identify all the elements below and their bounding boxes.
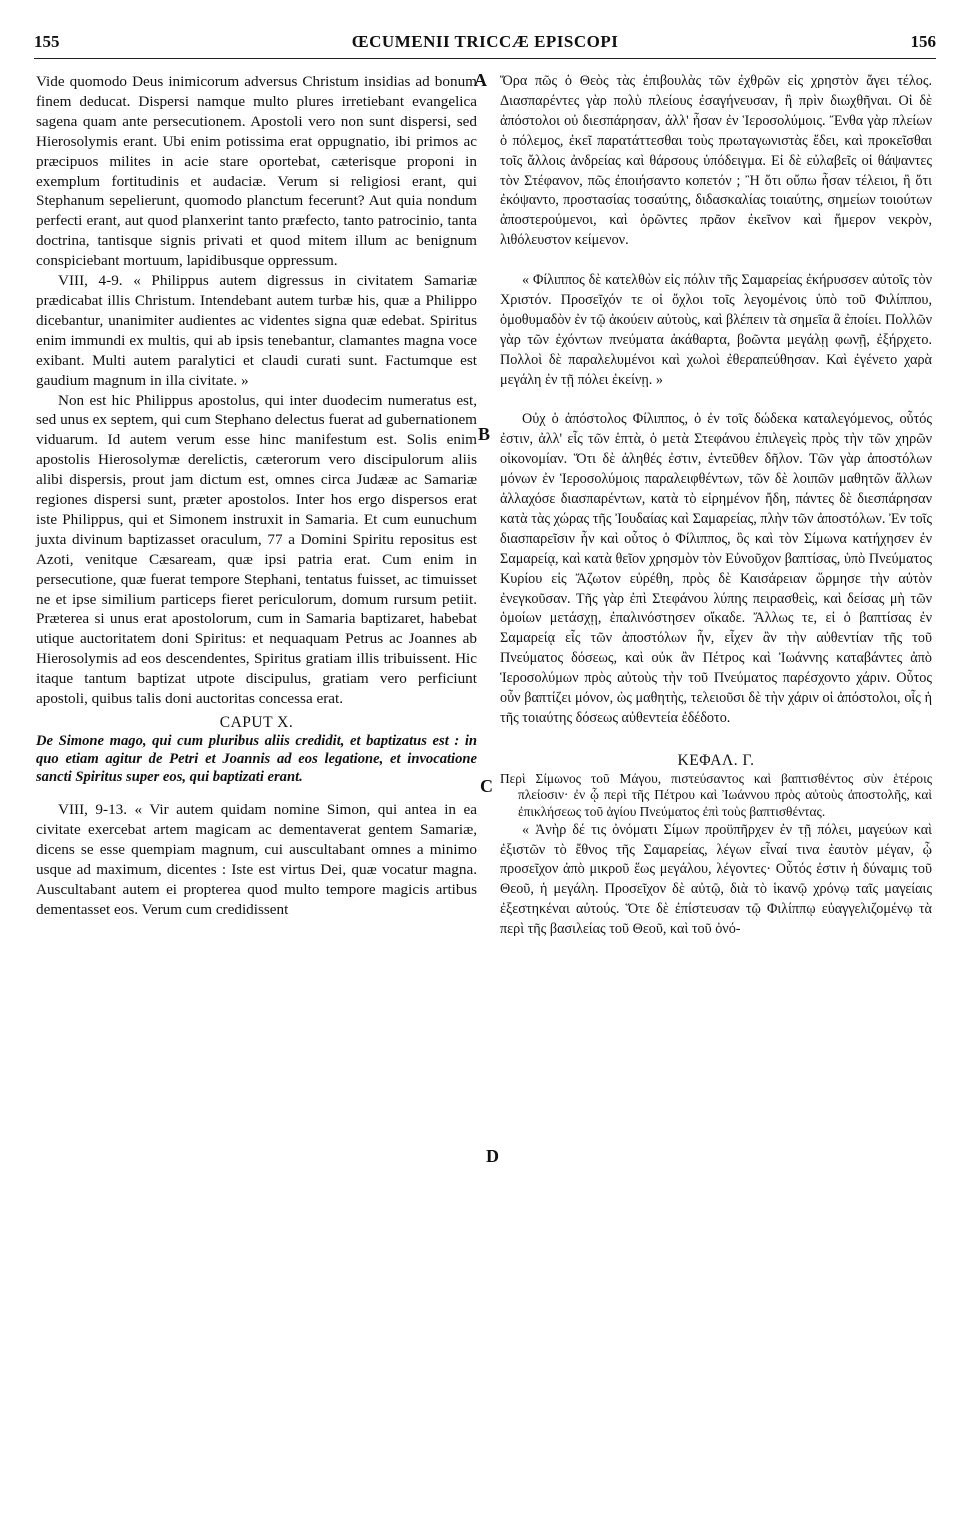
running-title: ŒCUMENII TRICCÆ EPISCOPI [351,32,619,51]
page-number-left: 155 [34,32,60,51]
margin-marker-c: C [480,776,493,796]
latin-chapter-heading: CAPUT X. [219,714,294,731]
latin-paragraph-1: Vide quomodo Deus inimicorum adversus Christum insidias ad bonum finem deducat. Dispersi namque multo plures irretiebant evangelica sagena quam ante persecutionem. Apostoli vero non sunt dispersi, sed Hierosolymis erant. Ubi enim potissima erat oppugnatio, ibi primos ac præcipuos milites in acie stare oportebat, cæterisque proponi in exemplum fortitudinis et audaciæ. Verum si religiosi erant, qui Stephanum sepelierunt, quomodo planctum fecerunt? Aut quia nondum perfecti erant, aut quod planxerint tanto præfecto, tanto patrocinio, tanta doctrina, tantisque signis privati et quod mitem illum ac benignum conspiciebant mortuum, lapidibusque oppressum. [36,73,477,270]
greek-chapter-heading: ΚΕΦΑΛ. Γ. [677,751,755,769]
margin-marker-a: A [474,70,487,90]
greek-column [500,72,932,940]
running-header [34,32,936,59]
greek-paragraph-4: « Ἀνὴρ δέ τις ὀνόματι Σίμων προϋπῆρχεν ἐν τῇ πόλει, μαγεύων καὶ ἐξιστῶν τὸ ἔθνος τῆς Σαμαρείας, λέγων εἶναί τινα ἑαυτὸν μέγαν, ᾧ προσεῖχον ἀπὸ μικροῦ ἕως μεγάλου, λέγοντες· Οὗτός ἐστιν ἡ δύναμις τοῦ Θεοῦ, ἡ μεγάλη. Προσεῖχον δὲ αὐτῷ, διὰ τὸ ἱκανῷ χρόνῳ ταῖς μαγείαις ἐξεστηκέναι αὐτούς. Ὅτε δὲ ἐπίστευσαν τῷ Φιλίππῳ εὐαγγελιζομένῳ τὰ περὶ τῆς βασιλείας τοῦ Θεοῦ, καὶ τοῦ ὀνό- [500,821,932,938]
margin-marker-b: B [478,424,491,444]
margin-marker-d: D [486,1146,499,1166]
greek-paragraph-2: « Φίλιππος δὲ κατελθὼν εἰς πόλιν τῆς Σαμαρείας ἐκήρυσσεν αὐτοῖς τὸν Χριστόν. Προσεῖχόν τε οἱ ὄχλοι τοῖς λεγομένοις ὑπὸ τοῦ Φιλίππου, ὁμοθυμαδὸν ἐν τῷ ἀκούειν αὐτοὺς, καὶ βλέπειν τὰ σημεῖα ἃ ἐποίει. Πολλῶν γὰρ τῶν ἐχόντων πνεύματα ἀκάθαρτα, βοῶντα μεγάλῃ φωνῇ, ἐξήρχετο. Πολλοὶ δὲ παραλελυμένοι καὶ χωλοὶ ἐθεραπεύθησαν. Καὶ ἐγένετο χαρὰ μεγάλη ἐν τῇ πόλει ἐκείνῃ. » [500,272,932,388]
latin-column [36,72,477,920]
greek-chapter-summary: Περὶ Σίμωνος τοῦ Μάγου, πιστεύσαντος καὶ βαπτισθέντος σὺν ἑτέροις πλείοσιν· ἐν ᾧ περὶ τῆς Πέτρου καὶ Ἰωάννου πρὸς αὐτοὺς ἀποστολῆς, καὶ ἐπικλήσεως τοῦ ἁγίου Πνεύματος ἐπὶ τοὺς βαπτισθέντας. [500,770,932,820]
latin-paragraph-4: VIII, 9-13. « Vir autem quidam nomine Simon, qui antea in ea civitate exercebat artem magicam ac dementaverat gentem Samariæ, dicens se esse quempiam magnum, cui auscultabant omnes a minimo usque ad maximum, dicentes : Iste est virtus Dei, quæ vocatur magna. Auscultabant autem ei propterea quod multo tempore magicis artibus dementasset eos. Verum cum credidissent [36,801,477,918]
greek-paragraph-3: Οὐχ ὁ ἀπόστολος Φίλιππος, ὁ ἐν τοῖς δώδεκα καταλεγόμενος, οὗτός ἐστιν, ἀλλ' εἷς τῶν ἑπτὰ, ὁ μετὰ Στεφάνου ἐπιλεγεὶς πρὸς τὴν τῶν χηρῶν οἰκονομίαν. Ὅτι δὲ ἀληθές ἐστιν, ἐντεῦθεν δῆλον. Τῶν γὰρ ἀποστόλων μόνων ἐν Ἱεροσολύμοις παραλειφθέντων, τῶν δὲ λοιπῶν μαθητῶν ἄλλων ἀλλαχόσε διασπαρέντων, κατὰ τὸ εἰρημένον ἤδη, πάντες δὲ διεσπάρησαν κατὰ τὰς χώρας τῆς Ἰουδαίας καὶ Σαμαρείας, πλὴν τῶν ἀποστόλων. Ἐν τοῖς διασπαρεῖσιν ἦν καὶ οὗτος ὁ Φίλιππος, ὃς καὶ τὸν Σίμωνα κατήχησεν ἐν Σαμαρείᾳ, καὶ κατὰ θεῖον χρησμὸν τὸν Εὐνοῦχον βαπτίσας, ὑπὸ Πνεύματος Κυρίου εἰς Ἄζωτον εὑρέθη, πρὸς δὲ Καισάρειαν ὥρμησε τὴν αὐτὸν ἐνεγκοῦσαν. Τῆς γὰρ ἐπὶ Στεφάνου λύπης πειρασθεὶς, καὶ δείσας μὴ τῶν ὁμοίων μετάσχῃ, ἐπαλινόστησεν οἴκαδε. Ἄλλως τε, εἰ ὁ βαπτίσας ἐν Σαμαρείᾳ εἷς τῶν ἀποστόλων ἦν, εἶχεν ἂν τὴν αὐθεντίαν τῆς τοῦ Πνεύματος δόσεως, καὶ οὐκ ἂν Πέτρος καὶ Ἰωάννης καταβάντες ἀπὸ Ἱεροσολύμων πρὸς αὐτοὺς τὴν τοῦ Πνεύματος παρέσχοντο χάριν. Οὗτος οὖν βαπτίζει μόνον, ὡς μαθητὴς, τελειοῦσι δὲ τὴν χάριν οἱ ἀπόστολοι, οἷς ἡ τῆς τοιαύτης δόσεως αὐθεντεία ἐδέδοτο. [500,411,932,726]
greek-paragraph-1: Ὅρα πῶς ὁ Θεὸς τὰς ἐπιβουλὰς τῶν ἐχθρῶν εἰς χρηστὸν ἄγει τέλος. Διασπαρέντες γὰρ πολὺ πλείους ἐσαγήνευσαν, ἢ πρὶν διωχθῆναι. Οἱ δὲ ἀπόστολοι οὐ διεσπάρησαν, ἀλλ' ἦσαν ἐν Ἱεροσολύμοις. Ἔνθα γὰρ πλείων ὁ πόλεμος, ἐκεῖ παρατάττεσθαι τοὺς πρωταγωνιστὰς ἔδει, καὶ προκεῖσθαι τοῖς ἄλλοις ἀνδρείας καὶ θάρσους ὑπόδειγμα. Εἰ δὲ εὐλαβεῖς οἱ θάψαντες τὸν Στέφανον, πῶς ἐποιήσαντο κοπετόν ; Ἢ ὅτι οὔπω ἦσαν τέλειοι, ἢ ὅτι ἐκόψαντο, προστασίας τοσαύτης, διδασκαλίας τοιαύτης, σημείων τοιούτων ἀποστερούμενοι, καὶ ὁρῶντες πρᾶον ἐκεῖνον καὶ ἥμερον νεκρὸν, λιθόλευστον κείμενον. [500,73,932,249]
latin-chapter-summary: De Simone mago, qui cum pluribus aliis credidit, et baptizatus est : in quo etiam agitur de Petri et Joannis ad eos legatione, et invocatione sancti Spiritus super eos, qui baptizati erant. [36,733,477,785]
page-number-right: 156 [910,32,936,51]
latin-paragraph-2: VIII, 4-9. « Philippus autem digressus in civitatem Samariæ prædicabat illis Christum. Intendebant autem turbæ his, quæ a Philippo dicebantur, unanimiter audientes ac videntes signa quæ edebat. Spiritus enim immundi ex multis, qui ab ipsis tenebantur, clamantes magna voce exibant. Multi autem paralytici et claudi curati sunt. Factumque est gaudium magnum in illa civitate. » [36,272,477,389]
latin-paragraph-3: Non est hic Philippus apostolus, qui inter duodecim numeratus est, sed unus ex septem, qui cum Stephano delectus fuerat ad gubernationem viduarum. Id autem verum esse hinc manifestum est. Solis enim apostolis Hierosolymæ derelictis, cæterorum vero discipulorum aliis alibi dispersis, prout jam dictum est, omnes circa Judææ ac Samariæ regiones dispersi sunt, præter apostolos. Inter hos ergo dispersos erat iste Philippus, qui et Simonem instruxit in Samaria. Et cum eunuchum juxta divinum baptizasset oraculum, 77 a Domini Spiritu repositus est Azoti, venitque Cæsaream, quæ ipsi patria erat. Cum enim in persecutione, quæ fuerat tempore Stephani, tentatus fuisset, ac timuisset ne et ipse similium particeps fieret periculorum, domum rursum petiit. Præterea si unus erat apostolorum, cum in Samaria baptizaret, habebat utique auctoritatem doni Spiritus: et nequaquam Petrus ac Joannes ab Hierosolymis ad eos descendentes, Spiritus gratiam illis tribuissent. Hic itaque tantum baptizat utpote discipulus, gratiam vero perficiunt apostoli, quibus talis doni auctoritas concessa erat. [36,391,477,708]
